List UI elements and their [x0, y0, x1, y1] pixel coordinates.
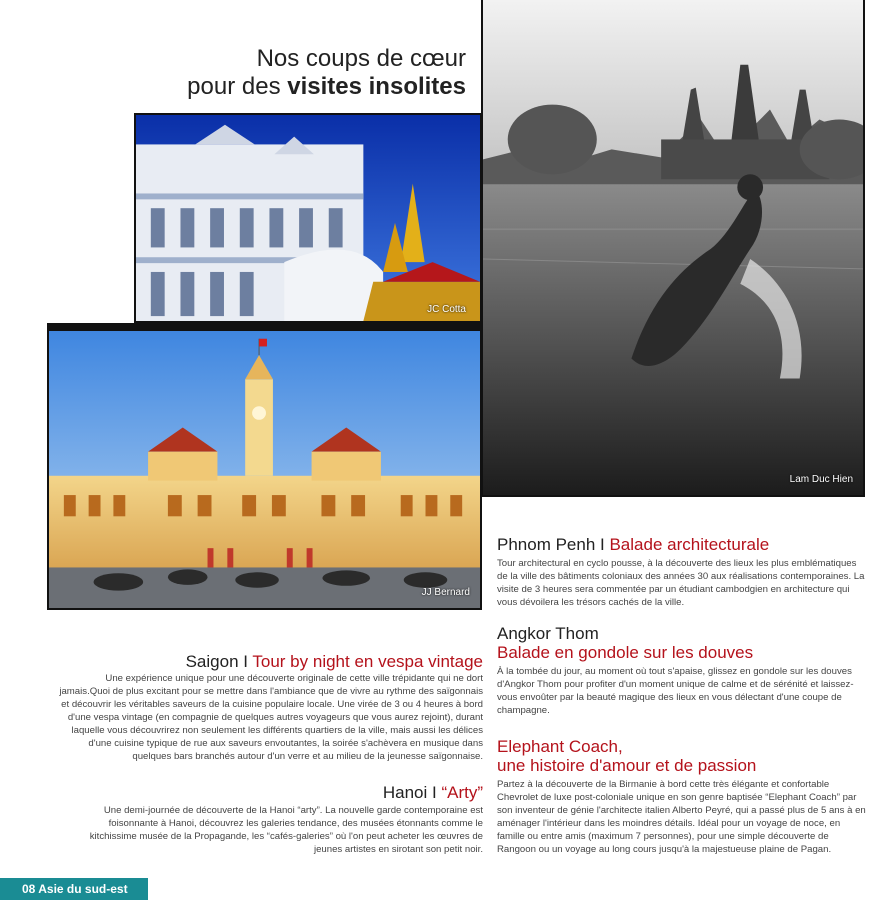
saigon-text: Une expérience unique pour une découverte originale de cette ville trépidante qui ne dort jamais.Quoi de plus excitant pour se mettre dans l'ambiance que de vivre au rythme des saïgonnais et découvrir les véritables saveurs de la cuisine populaire locale. Une virée de 3 ou 4 heures à bord d'une vespa vintage (en compagnie de quelques autres voyageurs que vous aurez rejoint), durant laquelle vous découvrirez non seulement les différents quartiers de la ville, mais aussi les délices d'une cuisine typique de rue aux saveurs envoutantes, la soirée s'achèvera en musique dans quelques bars branchés autour d'un verre et au milieu de la jeunesse saïgonnaise.	[59, 673, 483, 762]
angkor-heading: Angkor Thom	[497, 624, 599, 643]
phnom-penh-tour: Balade architecturale	[609, 535, 770, 554]
page-footer: 08 Asie du sud-est	[0, 878, 148, 900]
hanoi-section	[80, 783, 483, 856]
elephant-text: Partez à la découverte de la Birmanie à bord cette très élégante et confortable Chevrolet de luxe post-coloniale unique en son genre baptisée “Elephant Coach” par son inventeur de génie l'architecte italien Alberto Peyré, qui a passé plus de 5 ans à en aménager l'intérieur dans les moindres détails. Idéal pour un voyage de noce, en famille ou entre amis (maximum 7 personnes), pour une simple découverte de Rangoon ou un voyage au long cours jusqu'à la majestueuse plaine de Pagan.	[497, 779, 866, 855]
hanoi-tour: “Arty”	[441, 783, 483, 802]
photo-credit: Lam Duc Hien	[789, 474, 853, 485]
elephant-section	[497, 737, 867, 856]
city-hall-photo	[47, 323, 482, 610]
saigon-heading: Saigon I Tour by night en vespa vintage	[185, 652, 483, 671]
hanoi-heading: Hanoi I “Arty”	[382, 783, 483, 802]
angkor-tour: Balade en gondole sur les douves	[497, 643, 754, 662]
elephant-heading-2: une histoire d'amour et de passion	[497, 756, 757, 775]
saigon-tour: Tour by night en vespa vintage	[252, 652, 483, 671]
angkor-photo	[481, 0, 865, 497]
angkor-text: À la tombée du jour, au moment où tout s'apaise, glissez en gondole sur les douves d'Angkor Thom pour profiter d'un moment unique de calme et de sérénité et laissez-vous envoûter par la beauté magique des lieux en vous délectant d'une coupe de champagne.	[497, 666, 854, 716]
photo-credit: JJ Bernard	[421, 587, 470, 598]
photo-credit: JC Cotta	[427, 304, 466, 315]
angkor-section	[497, 624, 867, 717]
hanoi-text: Une demi-journée de découverte de la Hanoi “arty”. La nouvelle garde contemporaine est foisonnante à Hanoi, découvrez les galeries tendance, des musées étonnants comme le kitchissime musée de la Propagande, les “cafés-galeries” où l'on peut acheter les œuvres de jeunes artistes en sirotant son petit noir.	[89, 805, 483, 855]
elephant-heading-1: Elephant Coach,	[497, 737, 623, 756]
saigon-section	[55, 652, 483, 763]
page-title	[187, 45, 466, 101]
title-line-2: pour des visites insolites	[187, 73, 466, 100]
phnom-penh-heading: Phnom Penh I Balade architecturale	[497, 535, 770, 554]
title-line-1: Nos coups de cœur	[256, 45, 466, 72]
title-bold: visites insolites	[287, 73, 466, 100]
palace-photo	[134, 113, 482, 323]
phnom-penh-text: Tour architectural en cyclo pousse, à la découverte des lieux les plus emblématiques de la ville des bâtiments coloniaux des années 30 aux réalisations contemporaines. La visite de 3 heures sera commentée par un étudiant cambodgien en architecture qui vous dévoilera les trésors cachés de la ville.	[497, 558, 865, 608]
phnom-penh-section	[497, 535, 867, 609]
